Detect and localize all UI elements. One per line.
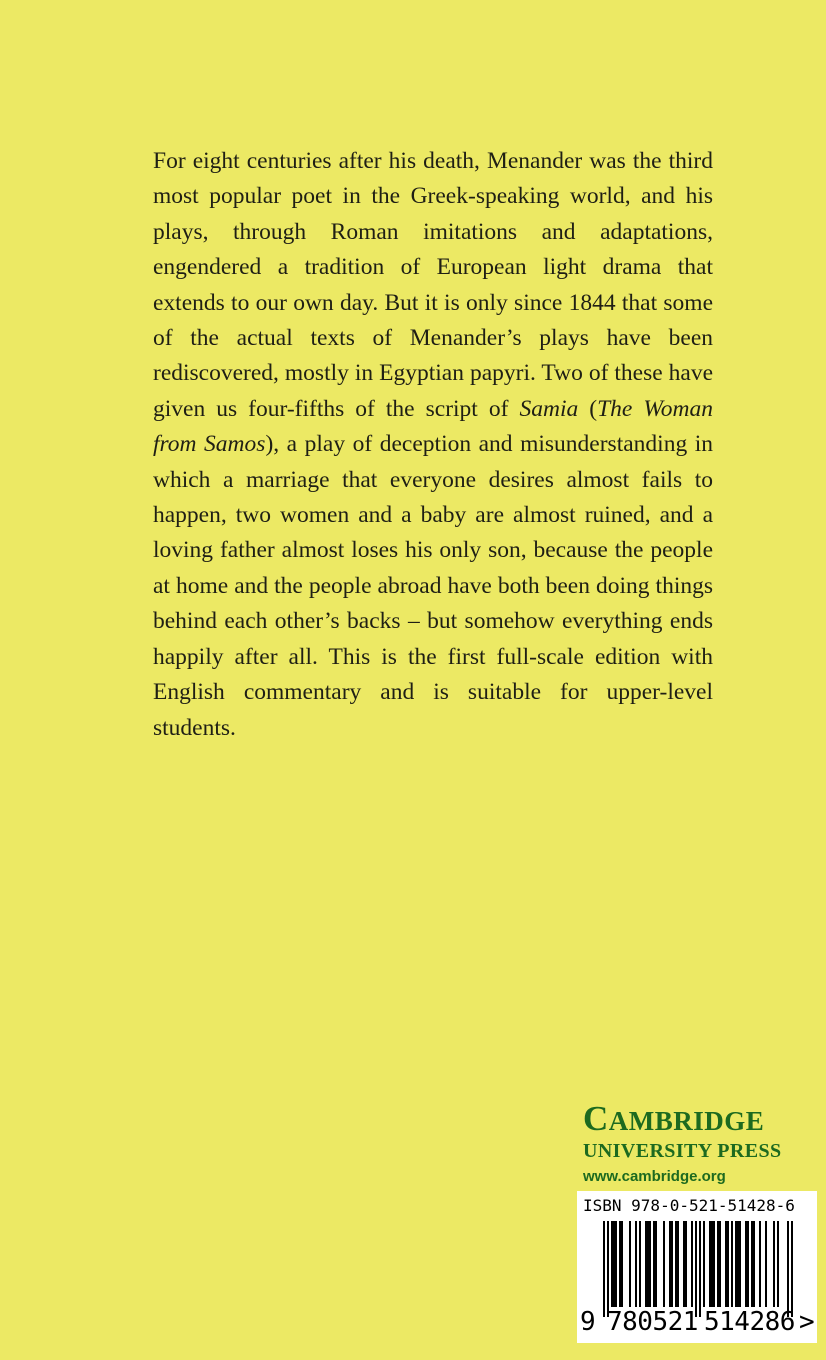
- barcode-bar: [647, 1221, 649, 1307]
- barcode-bar: [615, 1221, 617, 1307]
- blurb-paren-open: (: [578, 395, 598, 422]
- barcode-bar: [683, 1221, 685, 1307]
- barcode-bar: [751, 1221, 753, 1307]
- barcode-bar: [621, 1221, 623, 1307]
- barcode-digit-lead: 9: [580, 1307, 596, 1337]
- barcode-bar: [753, 1221, 755, 1307]
- barcode-bar: [671, 1221, 673, 1307]
- barcode-bar: [669, 1221, 671, 1307]
- barcode-bar: [699, 1221, 701, 1317]
- barcode-bar: [685, 1221, 687, 1307]
- blurb-text-part1: For eight centuries after his death, Menander was the third most popular poet in the Greek-speaking world, and his plays, through Roman imitations and adaptations, engendered a tradition of European light drama that extends to our own day. But it is only since 1844 that some of the actual texts of Menander’s plays have been rediscovered, mostly in Egyptian papyri. Two of these have given us four-fifths of the script of: [153, 148, 713, 422]
- barcode-bar: [773, 1221, 775, 1307]
- publisher-website: www.cambridge.org: [583, 1168, 726, 1185]
- barcode-digits-left: 780521: [607, 1307, 698, 1337]
- barcode-bar: [787, 1221, 789, 1317]
- barcode-bar: [725, 1221, 727, 1307]
- barcode-bar: [759, 1221, 761, 1307]
- publisher-subtitle: UNIVERSITY PRESS: [583, 1140, 782, 1162]
- barcode-bar: [607, 1221, 609, 1317]
- blurb-text-part2: ), a play of deception and misunderstanding in which a marriage that everyone desires almost fails to happen, two women and a baby are almost ruined, and a loving father almost loses his only son, because the people at home and the people abroad have both been doing things behind each other’s backs – but somehow everything ends happily after all. This is the first full-scale edition with English commentary and is suitable for upper-level students.: [153, 431, 714, 741]
- barcode-bar: [619, 1221, 621, 1307]
- publisher-name-initial: C: [583, 1099, 609, 1138]
- barcode-bar: [613, 1221, 615, 1307]
- barcode-bar: [777, 1221, 779, 1307]
- barcode-bar: [727, 1221, 729, 1307]
- barcode-bar: [653, 1221, 655, 1307]
- barcode-bar: [747, 1221, 749, 1307]
- barcode-digits-right: 514286: [704, 1307, 795, 1337]
- barcode-bar: [745, 1221, 747, 1307]
- barcode-bar: [695, 1221, 697, 1317]
- barcode-bar: [645, 1221, 647, 1307]
- publisher-name-rest: AMBRIDGE: [608, 1106, 765, 1136]
- barcode-bar: [691, 1221, 693, 1307]
- barcode-bar: [737, 1221, 739, 1307]
- barcode-bar: [703, 1221, 705, 1307]
- barcode-bar: [611, 1221, 613, 1307]
- barcode-bar: [765, 1221, 767, 1307]
- barcode-bar: [635, 1221, 637, 1307]
- back-cover-blurb: [153, 144, 713, 746]
- barcode-bar: [711, 1221, 713, 1307]
- barcode-bar: [735, 1221, 737, 1307]
- barcode-bar: [719, 1221, 721, 1307]
- barcode-bar: [629, 1221, 631, 1307]
- publisher-block: [583, 1101, 815, 1189]
- barcode-bar: [677, 1221, 679, 1307]
- barcode-bar: [791, 1221, 793, 1317]
- barcode-bar: [649, 1221, 651, 1307]
- barcode-bar: [739, 1221, 741, 1307]
- publisher-logo-wordmark: [583, 1101, 815, 1139]
- barcode-quiet-mark: >: [799, 1307, 815, 1337]
- barcode-bar: [663, 1221, 665, 1307]
- barcode-bar: [717, 1221, 719, 1307]
- blurb-title-samia: Samia: [519, 395, 579, 422]
- barcode-bar: [713, 1221, 715, 1307]
- isbn-barcode: [577, 1191, 817, 1343]
- barcode-bar: [639, 1221, 641, 1307]
- barcode-bar: [709, 1221, 711, 1307]
- barcode-bar: [603, 1221, 605, 1317]
- barcode-bar: [731, 1221, 733, 1307]
- barcode-bar: [675, 1221, 677, 1307]
- blurb-subtitle-woman-from-samos: The Woman from Samos: [153, 395, 713, 458]
- isbn-label: ISBN 978-0-521-51428-6: [583, 1196, 795, 1215]
- barcode-bar: [655, 1221, 657, 1307]
